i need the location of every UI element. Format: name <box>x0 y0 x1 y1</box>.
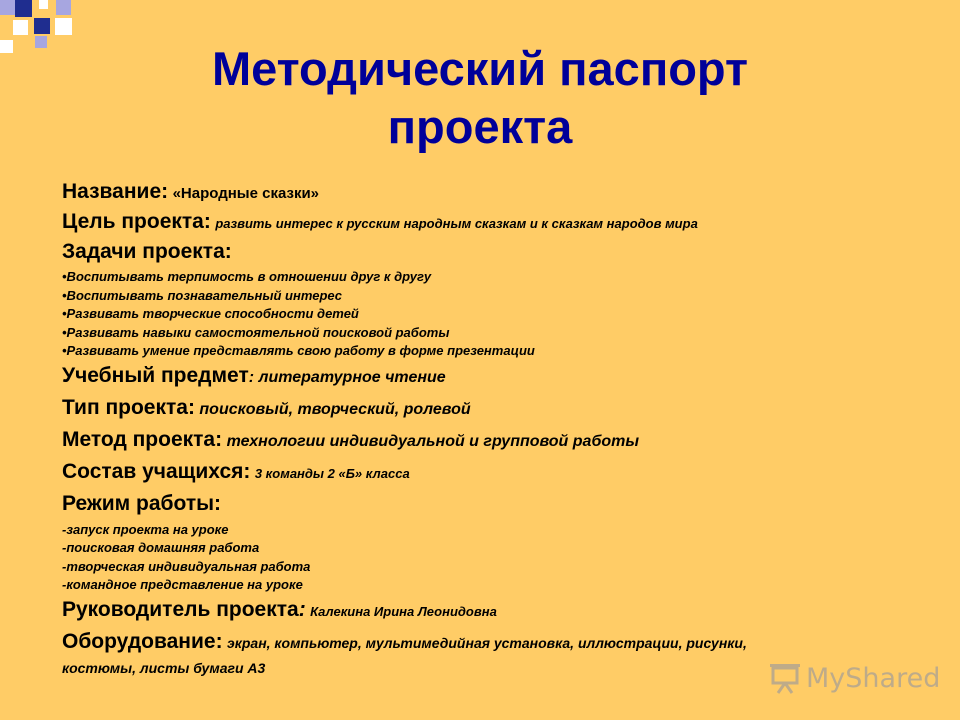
mode-row <box>62 489 942 521</box>
subject-row <box>62 361 942 393</box>
tasks-list <box>62 268 942 361</box>
leader-colon: : <box>298 597 306 621</box>
subject-label: Учебный предмет <box>62 363 249 387</box>
tasks-label: Задачи проекта: <box>62 240 232 263</box>
goal-label: Цель проекта: <box>62 210 211 233</box>
students-value: 3 команды 2 «Б» класса <box>254 465 410 481</box>
list-item: •Воспитывать терпимость в отношении друг к другу <box>62 269 432 284</box>
name-row <box>62 178 942 208</box>
list-item: -творческая индивидуальная работа <box>62 558 311 574</box>
equipment-row <box>62 627 942 659</box>
type-value: поисковый, творческий, ролевой <box>199 400 471 418</box>
leader-row <box>62 595 942 627</box>
leader-value: Калекина Ирина Леонидовна <box>310 603 497 619</box>
goal-row <box>62 208 942 238</box>
method-label: Метод проекта: <box>62 427 223 451</box>
list-item: -запуск проекта на уроке <box>62 521 229 537</box>
deco-square <box>39 0 48 9</box>
list-item: -командное представление на уроке <box>62 577 303 592</box>
name-value: «Народные сказки» <box>172 185 320 202</box>
slide-title <box>0 40 960 156</box>
list-item: •Развивать творческие способности детей <box>62 306 359 321</box>
leader-label: Руководитель проекта <box>62 597 299 621</box>
slideshow-board-icon <box>768 661 802 695</box>
name-label: Название: <box>62 180 169 203</box>
tasks-row <box>62 238 942 268</box>
type-row <box>62 393 942 425</box>
title-line-2: проекта <box>387 100 573 153</box>
students-row <box>62 457 942 489</box>
method-value: технологии индивидуальной и групповой работы <box>226 432 640 450</box>
list-item: •Воспитывать познавательный интерес <box>62 287 343 303</box>
subject-value: : литературное чтение <box>248 368 446 386</box>
list-item: •Развивать умение представлять свою работу в форме презентации <box>62 343 535 358</box>
equipment-label: Оборудование: <box>62 629 223 653</box>
title-line-1: Методический паспорт <box>211 42 749 95</box>
deco-square <box>55 18 72 35</box>
mode-label: Режим работы: <box>62 491 222 515</box>
deco-square <box>0 0 15 15</box>
watermark <box>768 658 940 698</box>
watermark-text: MyShared <box>806 662 941 694</box>
deco-square <box>15 0 32 17</box>
deco-square <box>13 20 28 35</box>
equipment-value-line2: костюмы, листы бумаги А3 <box>62 659 266 676</box>
type-label: Тип проекта: <box>62 395 195 419</box>
method-row <box>62 425 942 457</box>
passport-content <box>62 178 942 678</box>
deco-square <box>34 18 50 34</box>
deco-square <box>56 0 71 15</box>
goal-value: развить интерес к русским народным сказкам и к сказкам народов мира <box>215 216 698 231</box>
mode-list <box>62 521 942 595</box>
list-item: -поисковая домашняя работа <box>62 540 260 555</box>
students-label: Состав учащихся: <box>62 459 251 483</box>
list-item: •Развивать навыки самостоятельной поисковой работы <box>62 324 450 340</box>
equipment-value-line1: экран, компьютер, мультимедийная установка, иллюстрации, рисунки, <box>227 634 747 651</box>
